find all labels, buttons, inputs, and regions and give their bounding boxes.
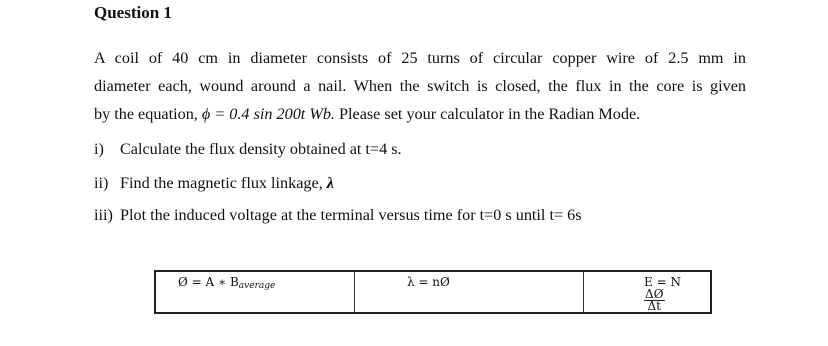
question-paragraph xyxy=(94,44,746,128)
flux-equation: ϕ = 0.4 sin 200t Wb. xyxy=(201,105,335,123)
formula-emf-fraction xyxy=(644,289,665,312)
paragraph-line-1: A coil of 40 cm in diameter consists of 25 turns of circular copper wire of 2.5 mm in xyxy=(94,49,746,67)
lambda-symbol: λ xyxy=(326,174,334,192)
paragraph-line-3-before: by the equation, xyxy=(94,105,202,123)
question-heading: Question 1 xyxy=(94,3,172,22)
sub-question-1 xyxy=(94,140,402,159)
formula-flux-cell xyxy=(155,271,355,313)
sub-question-2 xyxy=(94,174,334,193)
paragraph-line-3-after: Please set your calculator in the Radian Mode. xyxy=(334,105,641,123)
sub-question-number: iii) xyxy=(94,206,113,224)
sub-question-3 xyxy=(94,206,582,225)
formula-emf-lhs: E = N xyxy=(644,275,681,289)
sub-question-text: Plot the induced voltage at the terminal versus time for t=0 s until t= 6s xyxy=(120,206,582,224)
formula-emf-denominator: Δt xyxy=(647,299,661,313)
formula-linkage: λ = nØ xyxy=(407,275,450,289)
sub-question-number: ii) xyxy=(94,174,109,192)
sub-question-text: Calculate the flux density obtained at t=4 s. xyxy=(120,140,402,158)
paragraph-line-2: diameter each, wound around a nail. When the switch is closed, the flux in the core is given xyxy=(94,77,746,95)
formula-flux-subscript: average xyxy=(238,281,276,291)
formula-emf-cell xyxy=(584,271,712,313)
paragraph-line-3 xyxy=(94,100,746,128)
formula-linkage-cell xyxy=(355,271,584,313)
formula-emf-numerator: ΔØ xyxy=(645,287,664,301)
formula-table xyxy=(154,270,712,314)
sub-question-number: i) xyxy=(94,140,104,158)
formula-row xyxy=(155,271,711,313)
formula-flux: Ø = A ∗ B xyxy=(178,275,239,289)
sub-question-text: Find the magnetic flux linkage, xyxy=(120,174,327,192)
